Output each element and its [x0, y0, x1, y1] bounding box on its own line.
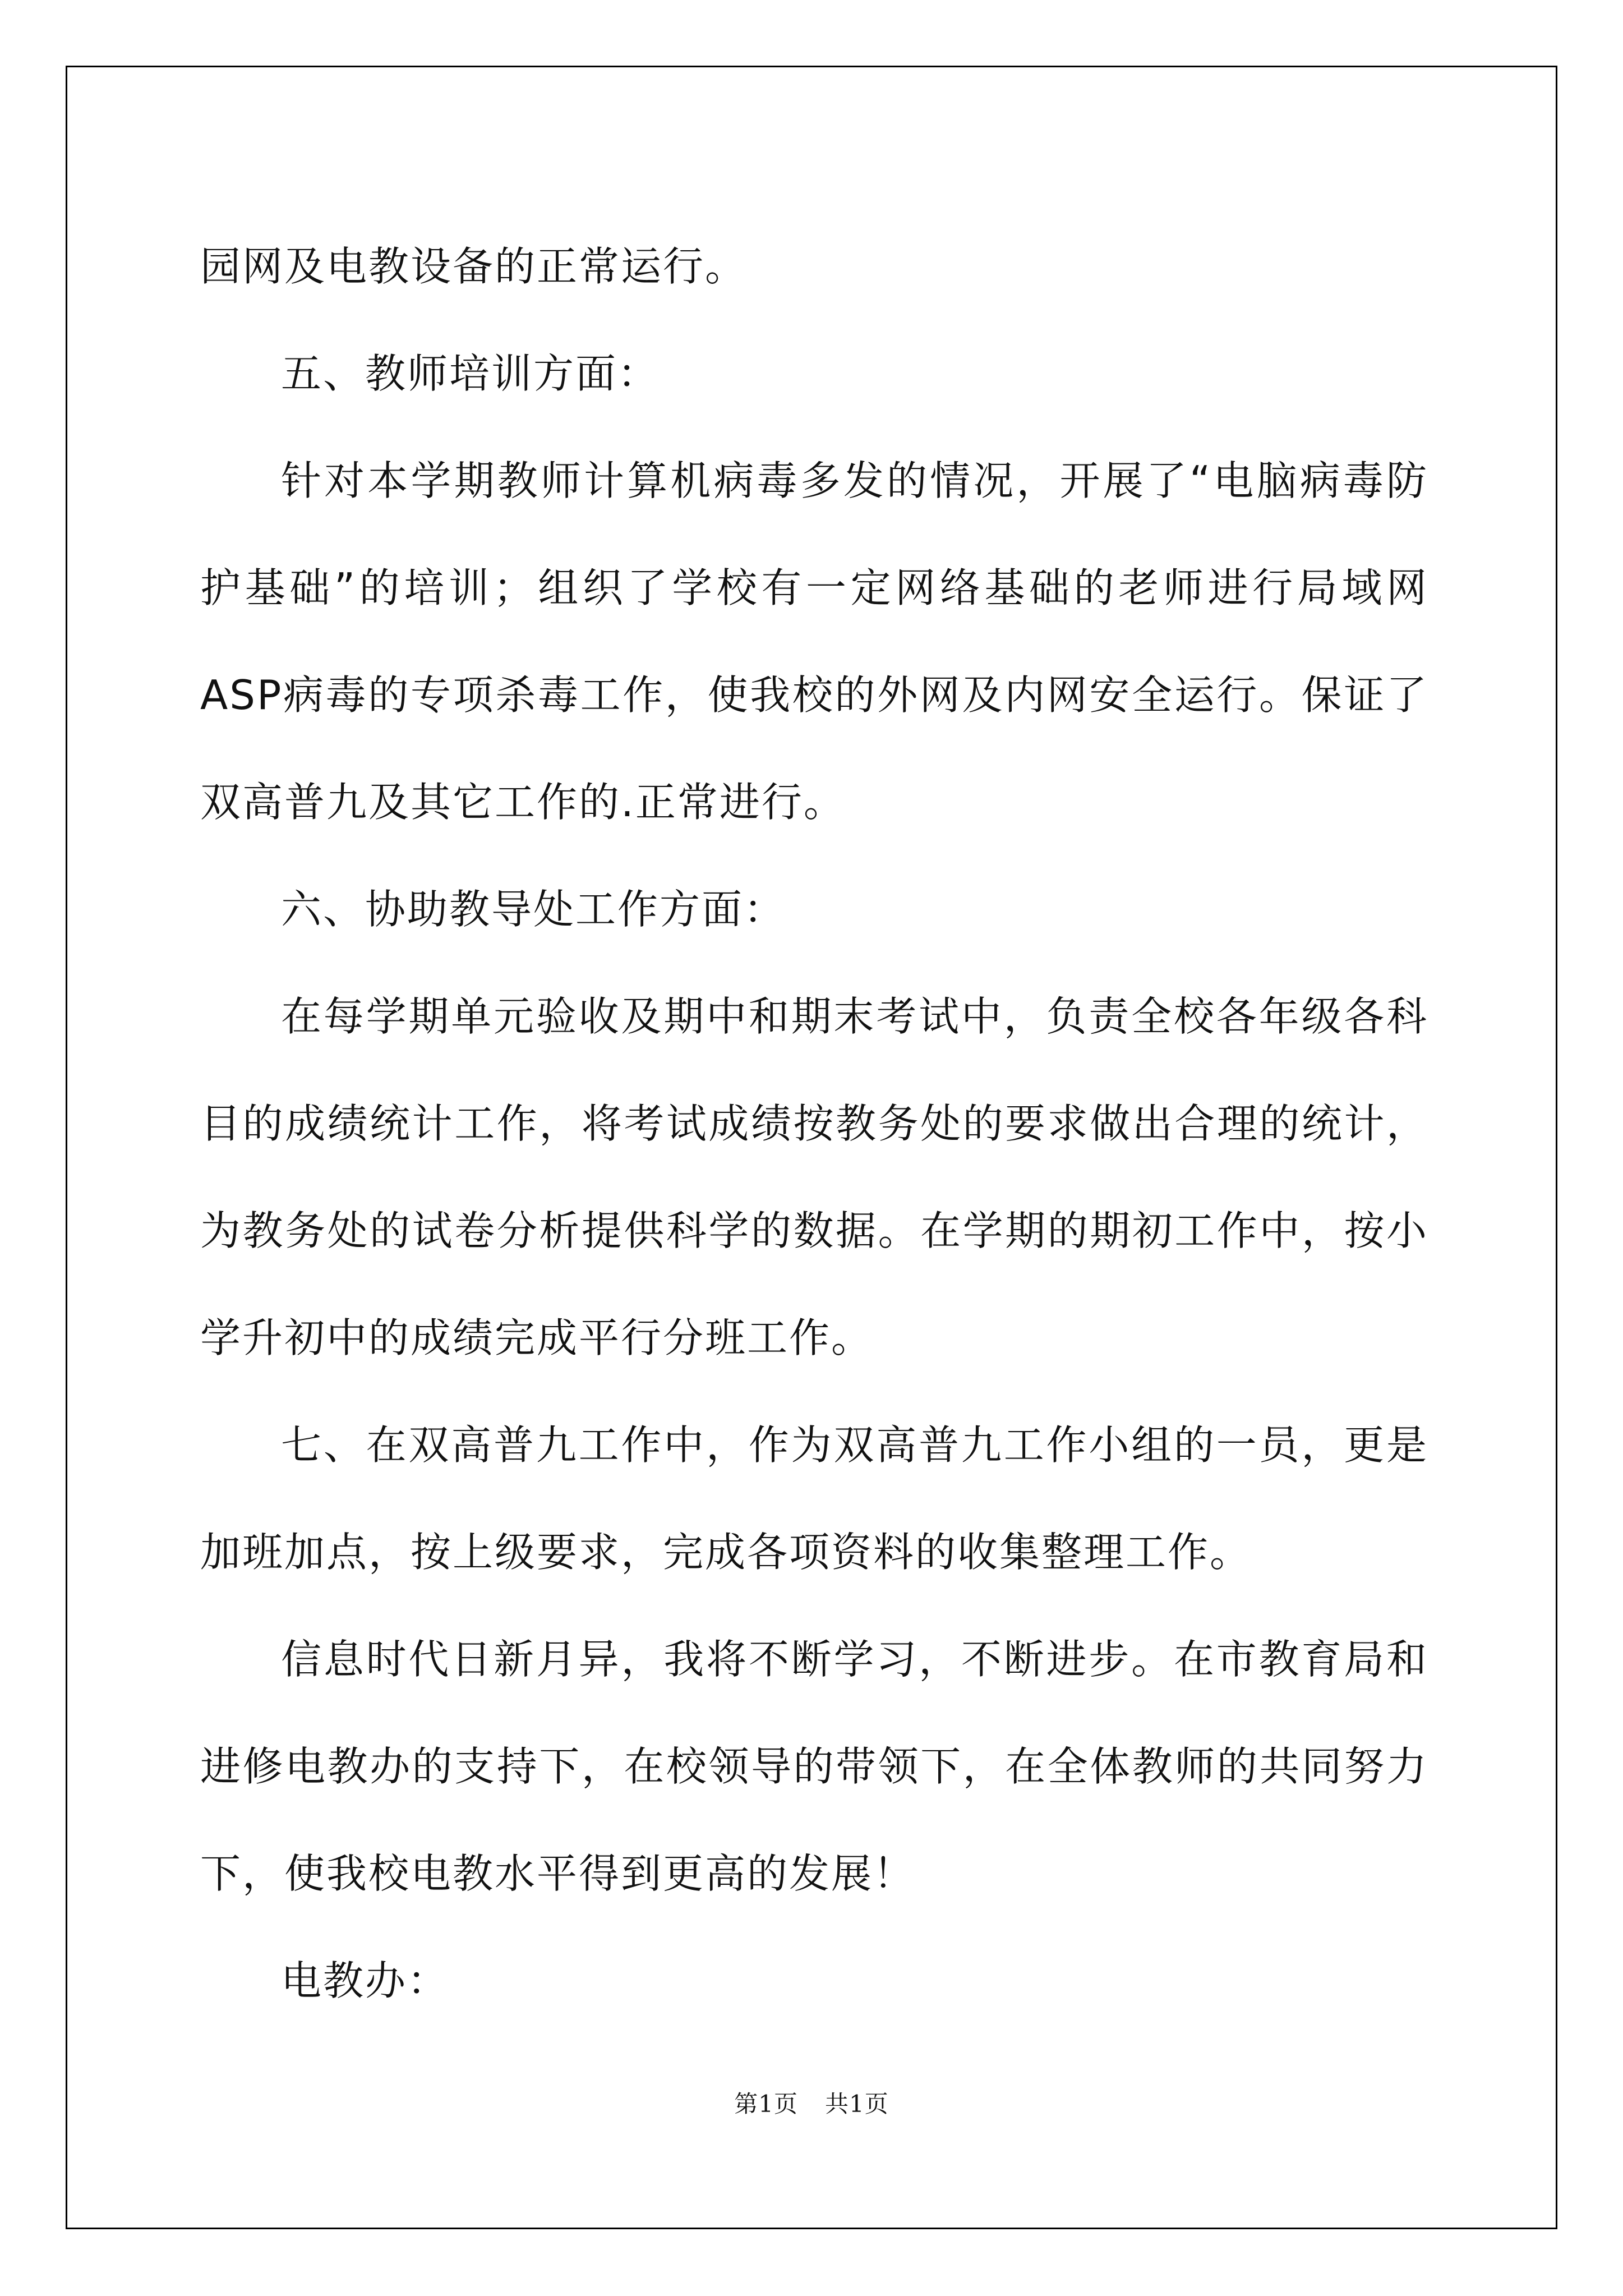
paragraph-conclusion: 信息时代日新月异，我将不断学习，不断进步。在市教育局和进修电教办的支持下，在校领导的带领下，在全体教师的共同努力下，使我校电教水平得到更高的发展！ [200, 1636, 1428, 1897]
paragraph-1: 园网及电教设备的正常运行。 [200, 243, 748, 290]
page-number-current: 第1页 [734, 2090, 798, 2118]
paragraph-signature: 电教办： [281, 1957, 450, 2004]
page-number-total: 共1页 [825, 2090, 889, 2118]
heading-assist-teaching-office: 六、协助教导处工作方面： [281, 886, 786, 933]
heading-teacher-training: 五、教师培训方面： [281, 350, 660, 397]
document-body [200, 213, 1428, 2035]
paragraph-assist-teaching-office: 在每学期单元验收及期中和期末考试中，负责全校各年级各科目的成绩统计工作，将考试成绩按教务处的要求做出合理的统计，为教务处的试卷分析提供科学的数据。在学期的期初工作中，按小学升初中的成绩完成平行分班工作。 [200, 993, 1428, 1361]
paragraph-teacher-training: 针对本学期教师计算机病毒多发的情况，开展了“电脑病毒防护基础”的培训；组织了学校有一定网络基础的老师进行局域网ASP病毒的专项杀毒工作，使我校的外网及内网安全运行。保证了双高普九及其它工作的.正常进行。 [200, 457, 1428, 826]
page-footer [0, 2086, 1623, 2119]
paragraph-shuanggao-pujiu: 七、在双高普九工作中，作为双高普九工作小组的一员，更是加班加点，按上级要求，完成各项资料的收集整理工作。 [200, 1421, 1428, 1576]
